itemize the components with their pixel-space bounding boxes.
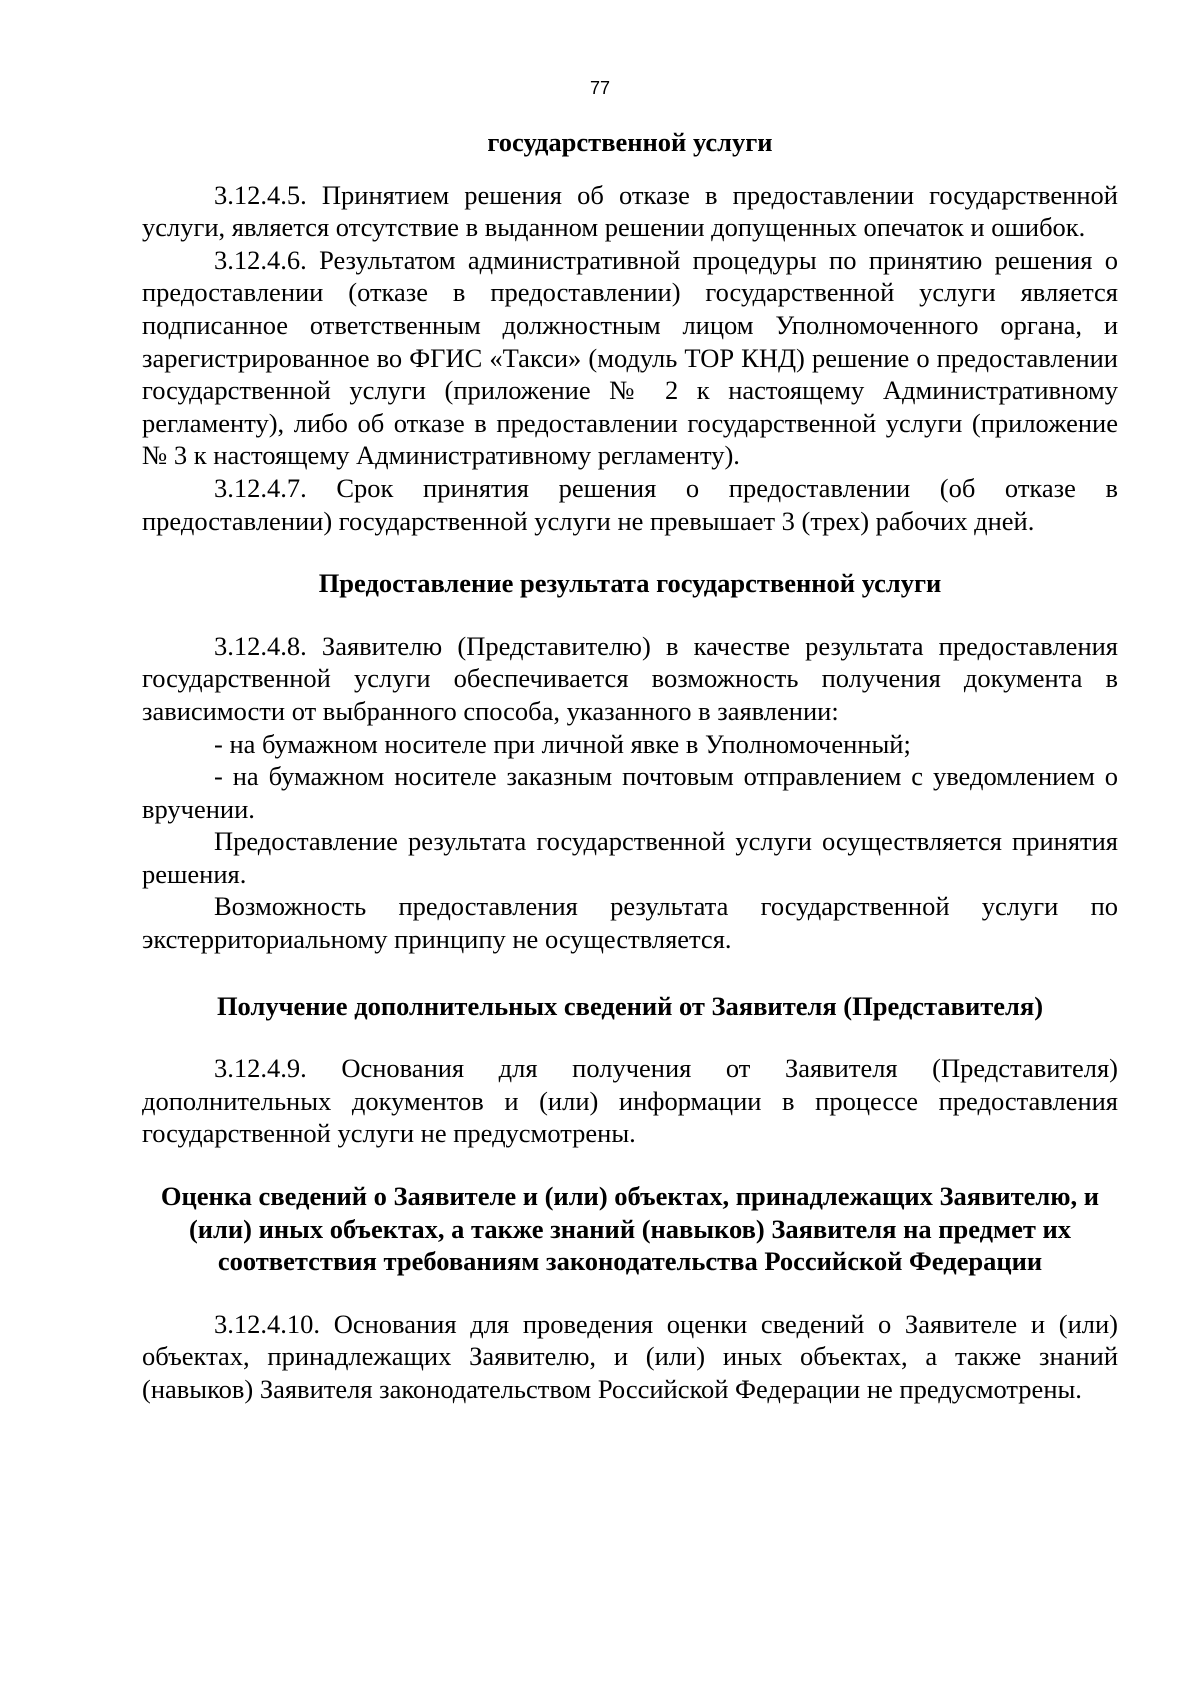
paragraph-3-12-4-8: 3.12.4.8. Заявителю (Представителю) в качестве результата предоставления государственной услуги обеспечивается возможность получения документа в зависимости от выбранного способа, указанного в заявлении: — [142, 630, 1118, 726]
paragraph-3-12-4-7: 3.12.4.7. Срок принятия решения о предоставлении (об отказе в предоставлении) государственной услуги не превышает 3 (трех) рабочих дней. — [142, 472, 1118, 536]
section-heading-additional-info: Получение дополнительных сведений от Заявителя (Представителя) — [216, 990, 1044, 1021]
section-heading-continuation: государственной услуги — [487, 127, 773, 157]
document-body — [142, 126, 1118, 1406]
paragraph-3-12-4-5: 3.12.4.5. Принятием решения об отказе в предоставлении государственной услуги, является отсутствие в выданном решении допущенных опечаток и ошибок. — [142, 179, 1118, 243]
paragraph-3-12-4-10: 3.12.4.10. Основания для проведения оценки сведений о Заявителе и (или) объектах, принадлежащих Заявителю, и (или) иных объектах, а также знаний (навыков) Заявителя законодательством Российской Федерации не предусмотрены. — [142, 1308, 1118, 1404]
paragraph-3-12-4-6: 3.12.4.6. Результатом административной процедуры по принятию решения о предоставлении (отказе в предоставлении) государственной услуги является подписанное ответственным должностным лицом Уполномоченного органа, и зарегистрированное во ФГИС «Такси» (модуль ТОР КНД) решение о предоставлении государственной услуги (приложение № 2 к настоящему Административному регламенту), либо об отказе в предоставлении государственной услуги (приложение № 3 к настоящему Административному регламенту). — [142, 244, 1118, 471]
section-heading-assessment: Оценка сведений о Заявителе и (или) объектах, принадлежащих Заявителю, и (или) иных объектах, а также знаний (навыков) Заявителя на предмет их соответствия требованиям законодательства Российской Федерации — [160, 1181, 1100, 1277]
paragraph-result-delivery: Предоставление результата государственной услуги осуществляется принятия решения. — [142, 826, 1118, 889]
paragraph-3-12-4-9: 3.12.4.9. Основания для получения от Заявителя (Представителя) дополнительных документов и (или) информации в процессе предоставления государственной услуги не предусмотрены. — [142, 1053, 1118, 1149]
list-item-personal: - на бумажном носителе при личной явке в Уполномоченный; — [214, 728, 911, 759]
page-number: 77 — [589, 78, 611, 98]
list-item-mail: - на бумажном носителе заказным почтовым отправлением с уведомлением о вручении. — [142, 761, 1118, 824]
paragraph-extraterritorial: Возможность предоставления результата государственной услуги по экстерриториальному принципу не осуществляется. — [142, 891, 1118, 955]
section-heading-result: Предоставление результата государственной услуги — [318, 568, 942, 599]
